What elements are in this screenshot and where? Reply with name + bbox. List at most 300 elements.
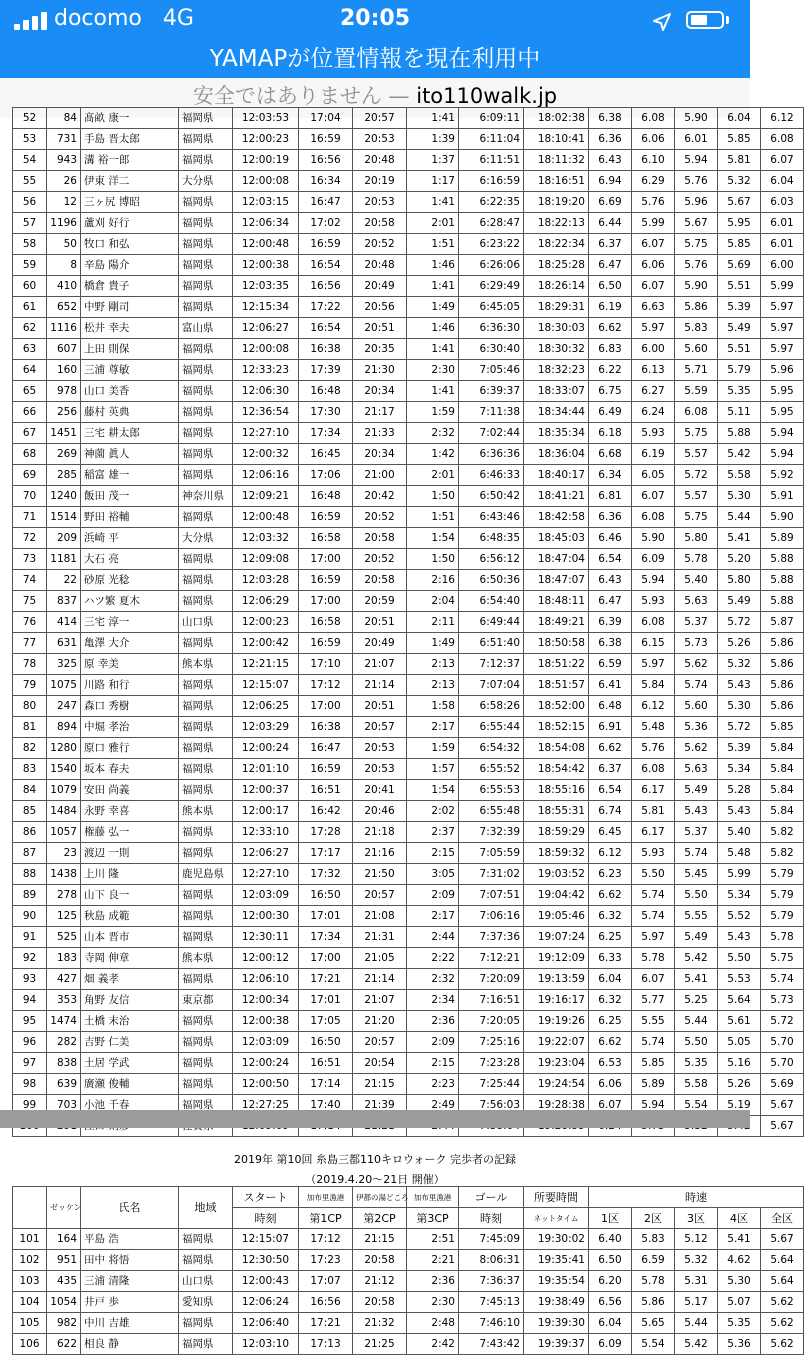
cell-cp2-time: 20:53 (353, 129, 407, 150)
cell-goal-time: 18:54:08 (524, 738, 589, 759)
cell-speed-sec4: 5.67 (718, 192, 761, 213)
cell-net-time: 7:20:09 (459, 969, 524, 990)
cell-speed-total: 6.12 (761, 108, 804, 129)
cell-net-time: 6:55:44 (459, 717, 524, 738)
cell-net-time: 7:56:03 (459, 1095, 524, 1116)
cell-net-time: 7:25:16 (459, 1032, 524, 1053)
cell-start-time: 12:06:24 (233, 1292, 299, 1313)
cell-cp1-time: 16:38 (299, 339, 353, 360)
cell-speed-total: 6.01 (761, 234, 804, 255)
cell-bib: 607 (47, 339, 81, 360)
cell-speed-total: 6.01 (761, 213, 804, 234)
cell-speed-sec2: 6.00 (632, 339, 675, 360)
header-speed: 時速 (589, 1187, 804, 1208)
cell-name: 寺岡 伸章 (81, 948, 179, 969)
network-type: 4G (162, 6, 194, 31)
cell-speed-sec3: 5.60 (675, 339, 718, 360)
cell-cp1-time: 17:34 (299, 423, 353, 444)
cell-name: 松井 幸夫 (81, 318, 179, 339)
table-row (13, 150, 804, 171)
cell-cp2-time: 20:58 (353, 213, 407, 234)
cell-speed-sec4: 5.99 (718, 864, 761, 885)
cell-goal-time: 18:47:07 (524, 570, 589, 591)
cell-cp1-time: 17:34 (299, 927, 353, 948)
cell-speed-sec1: 6.74 (589, 801, 632, 822)
cell-start-time: 12:36:54 (233, 402, 299, 423)
cell-speed-sec1: 6.32 (589, 906, 632, 927)
cell-goal-time: 18:22:13 (524, 213, 589, 234)
table-row (13, 549, 804, 570)
cell-cp3-time: 2:01 (407, 213, 459, 234)
cell-name: 牧口 和弘 (81, 234, 179, 255)
cell-speed-sec4: 5.35 (718, 1313, 761, 1334)
cell-name: 渡辺 一則 (81, 843, 179, 864)
cell-cp1-time: 16:42 (299, 801, 353, 822)
cell-speed-sec2: 5.83 (632, 1229, 675, 1250)
cell-speed-sec2: 6.17 (632, 822, 675, 843)
cell-speed-sec3: 5.75 (675, 234, 718, 255)
cell-cp3-time: 1:41 (407, 381, 459, 402)
cell-bib: 1057 (47, 822, 81, 843)
cell-start-time: 12:30:50 (233, 1250, 299, 1271)
table-row (13, 738, 804, 759)
cell-start-time: 12:03:32 (233, 528, 299, 549)
cell-cp1-time: 16:56 (299, 1292, 353, 1313)
cell-cp3-time: 2:02 (407, 801, 459, 822)
cell-speed-total: 5.72 (761, 1011, 804, 1032)
cell-speed-sec2: 6.10 (632, 150, 675, 171)
table-row (13, 570, 804, 591)
cell-net-time: 7:23:28 (459, 1053, 524, 1074)
cell-area: 福岡県 (179, 108, 233, 129)
cell-start-time: 12:00:08 (233, 339, 299, 360)
cell-bib: 639 (47, 1074, 81, 1095)
cell-name: 山本 晋市 (81, 927, 179, 948)
location-in-use-banner[interactable]: YAMAPが位置情報を現在利用中 (0, 40, 750, 78)
cell-speed-sec1: 6.43 (589, 570, 632, 591)
cell-area: 福岡県 (179, 1334, 233, 1355)
cell-bib: 282 (47, 1032, 81, 1053)
cell-cp3-time: 1:49 (407, 297, 459, 318)
cell-area: 福岡県 (179, 423, 233, 444)
cell-area: 福岡県 (179, 276, 233, 297)
cell-cp1-time: 16:56 (299, 276, 353, 297)
cell-name: 角野 友信 (81, 990, 179, 1011)
cell-speed-total: 5.84 (761, 759, 804, 780)
cell-cp1-time: 17:13 (299, 1334, 353, 1355)
cell-goal-time: 18:48:11 (524, 591, 589, 612)
cell-name: 浜崎 平 (81, 528, 179, 549)
table-row (13, 528, 804, 549)
cell-speed-total: 5.64 (761, 1250, 804, 1271)
cell-speed-sec2: 6.07 (632, 969, 675, 990)
cell-cp1-time: 16:59 (299, 507, 353, 528)
cell-goal-time: 19:28:38 (524, 1095, 589, 1116)
cell-speed-total: 5.62 (761, 1292, 804, 1313)
cell-cp1-time: 16:51 (299, 780, 353, 801)
cell-area: 福岡県 (179, 192, 233, 213)
cell-cp2-time: 20:42 (353, 486, 407, 507)
cell-net-time: 6:26:06 (459, 255, 524, 276)
cell-speed-sec4: 5.40 (718, 822, 761, 843)
table-row (13, 675, 804, 696)
cell-net-time: 6:11:04 (459, 129, 524, 150)
table-row (13, 654, 804, 675)
cell-name: 小池 千春 (81, 1095, 179, 1116)
cell-name: 田中 将悟 (81, 1250, 179, 1271)
cell-name: 藤村 英典 (81, 402, 179, 423)
table-row (13, 780, 804, 801)
cell-name: 平島 浩 (81, 1229, 179, 1250)
cell-cp3-time: 2:34 (407, 990, 459, 1011)
cell-speed-total: 5.85 (761, 717, 804, 738)
cell-cp3-time: 2:36 (407, 1271, 459, 1292)
cell-area: 富山県 (179, 318, 233, 339)
cell-goal-time: 18:16:51 (524, 171, 589, 192)
cell-speed-total: 5.89 (761, 528, 804, 549)
cell-bib: 982 (47, 1313, 81, 1334)
table-row (13, 822, 804, 843)
status-time: 20:05 (339, 6, 411, 31)
cell-start-time: 12:06:30 (233, 381, 299, 402)
cell-cp2-time: 20:49 (353, 276, 407, 297)
cell-cp1-time: 16:47 (299, 738, 353, 759)
cell-cp3-time: 1:41 (407, 276, 459, 297)
cell-cp1-time: 16:45 (299, 444, 353, 465)
cell-area: 福岡県 (179, 906, 233, 927)
cell-speed-sec2: 5.76 (632, 192, 675, 213)
cell-bib: 978 (47, 381, 81, 402)
header-sec2: 2区 (632, 1208, 675, 1229)
cell-speed-sec2: 6.08 (632, 108, 675, 129)
cell-cp1-time: 17:00 (299, 549, 353, 570)
cell-speed-sec3: 5.80 (675, 528, 718, 549)
cell-speed-sec4: 5.53 (718, 969, 761, 990)
table-row (13, 906, 804, 927)
cell-bib: 1474 (47, 1011, 81, 1032)
cell-speed-total: 5.88 (761, 549, 804, 570)
cell-start-time: 12:03:15 (233, 192, 299, 213)
cell-bib: 256 (47, 402, 81, 423)
cell-goal-time: 18:54:42 (524, 759, 589, 780)
cell-speed-sec2: 6.59 (632, 1250, 675, 1271)
cell-speed-sec3: 5.73 (675, 633, 718, 654)
cell-speed-sec2: 6.07 (632, 276, 675, 297)
cell-rank: 84 (13, 780, 47, 801)
cell-cp1-time: 17:02 (299, 213, 353, 234)
document-title: 2019年 第10回 糸島三都110キロウォーク 完歩者の記録 (233, 1153, 517, 1166)
cell-speed-total: 5.69 (761, 1074, 804, 1095)
cell-cp2-time: 21:33 (353, 423, 407, 444)
cell-speed-sec3: 5.76 (675, 171, 718, 192)
cell-cp1-time: 17:10 (299, 654, 353, 675)
cell-name: 三浦 清隆 (81, 1271, 179, 1292)
cell-cp2-time: 20:41 (353, 780, 407, 801)
cell-speed-sec4: 5.64 (718, 990, 761, 1011)
cell-bib: 1451 (47, 423, 81, 444)
cell-speed-total: 5.79 (761, 906, 804, 927)
cell-cp2-time: 21:18 (353, 822, 407, 843)
cell-bib: 427 (47, 969, 81, 990)
cell-start-time: 12:15:07 (233, 675, 299, 696)
cell-cp2-time: 20:58 (353, 1250, 407, 1271)
cell-goal-time: 18:51:22 (524, 654, 589, 675)
cell-rank: 96 (13, 1032, 47, 1053)
cell-start-time: 12:06:34 (233, 213, 299, 234)
table-row (13, 339, 804, 360)
cell-cp3-time: 2:30 (407, 1292, 459, 1313)
cell-net-time: 6:55:52 (459, 759, 524, 780)
table-row (13, 444, 804, 465)
cell-rank: 97 (13, 1053, 47, 1074)
cell-goal-time: 18:34:44 (524, 402, 589, 423)
cell-speed-sec4: 5.20 (718, 549, 761, 570)
cell-area: 福岡県 (179, 738, 233, 759)
cell-goal-time: 18:25:28 (524, 255, 589, 276)
cell-speed-sec3: 5.49 (675, 780, 718, 801)
header-area: 地域 (179, 1187, 233, 1229)
cell-net-time: 6:36:30 (459, 318, 524, 339)
cell-start-time: 12:00:23 (233, 612, 299, 633)
cell-rank: 60 (13, 276, 47, 297)
cell-speed-sec4: 5.80 (718, 570, 761, 591)
cell-speed-sec3: 5.67 (675, 213, 718, 234)
cell-speed-sec1: 6.75 (589, 381, 632, 402)
cell-name: 土橋 末治 (81, 1011, 179, 1032)
cell-speed-total: 5.94 (761, 423, 804, 444)
cell-area: 福岡県 (179, 213, 233, 234)
cell-name: 秋島 成範 (81, 906, 179, 927)
cell-speed-sec1: 6.12 (589, 843, 632, 864)
cell-bib: 1181 (47, 549, 81, 570)
cell-cp2-time: 20:57 (353, 885, 407, 906)
cell-cp1-time: 17:01 (299, 990, 353, 1011)
cell-cp3-time: 1:37 (407, 150, 459, 171)
cell-area: 熊本県 (179, 654, 233, 675)
cell-net-time: 6:16:59 (459, 171, 524, 192)
cell-bib: 209 (47, 528, 81, 549)
cell-cp2-time: 20:48 (353, 150, 407, 171)
table-row (13, 255, 804, 276)
cell-speed-total: 5.90 (761, 507, 804, 528)
cell-speed-sec4: 5.34 (718, 885, 761, 906)
cell-net-time: 6:48:35 (459, 528, 524, 549)
cell-cp3-time: 2:30 (407, 360, 459, 381)
cell-speed-sec3: 6.08 (675, 402, 718, 423)
cell-speed-total: 5.95 (761, 402, 804, 423)
cell-speed-sec3: 5.37 (675, 612, 718, 633)
cell-name: 三浦 尊敏 (81, 360, 179, 381)
cell-start-time: 12:03:10 (233, 1334, 299, 1355)
cell-net-time: 6:45:05 (459, 297, 524, 318)
cell-speed-sec3: 5.83 (675, 318, 718, 339)
cell-speed-sec4: 5.85 (718, 234, 761, 255)
cell-net-time: 7:36:37 (459, 1271, 524, 1292)
cell-start-time: 12:15:07 (233, 1229, 299, 1250)
cell-rank: 63 (13, 339, 47, 360)
cell-speed-sec3: 5.63 (675, 759, 718, 780)
cell-rank: 59 (13, 255, 47, 276)
cell-rank: 65 (13, 381, 47, 402)
cell-cp1-time: 17:21 (299, 1313, 353, 1334)
cell-net-time: 6:49:44 (459, 612, 524, 633)
cell-rank: 90 (13, 906, 47, 927)
cell-cp2-time: 21:14 (353, 675, 407, 696)
cell-net-time: 6:29:49 (459, 276, 524, 297)
cell-net-time: 6:22:35 (459, 192, 524, 213)
cell-cp1-time: 17:06 (299, 465, 353, 486)
cell-speed-total: 5.82 (761, 843, 804, 864)
cell-speed-sec2: 6.19 (632, 444, 675, 465)
cell-net-time: 6:56:12 (459, 549, 524, 570)
cell-bib: 183 (47, 948, 81, 969)
cell-cp1-time: 17:12 (299, 1229, 353, 1250)
cell-rank: 74 (13, 570, 47, 591)
cell-rank: 91 (13, 927, 47, 948)
cell-goal-time: 18:35:34 (524, 423, 589, 444)
cell-net-time: 7:20:05 (459, 1011, 524, 1032)
cell-start-time: 12:33:10 (233, 822, 299, 843)
cell-speed-total: 5.95 (761, 381, 804, 402)
cell-area: 福岡県 (179, 1095, 233, 1116)
cell-cp1-time: 16:59 (299, 234, 353, 255)
cell-speed-sec2: 6.09 (632, 549, 675, 570)
cell-goal-time: 18:52:00 (524, 696, 589, 717)
cell-speed-total: 5.79 (761, 885, 804, 906)
cell-speed-sec4: 5.85 (718, 129, 761, 150)
cell-speed-sec2: 6.24 (632, 402, 675, 423)
cell-cp2-time: 20:51 (353, 612, 407, 633)
cell-speed-sec1: 6.20 (589, 1271, 632, 1292)
cell-cp3-time: 2:48 (407, 1313, 459, 1334)
cell-speed-sec2: 6.15 (632, 633, 675, 654)
cell-speed-sec2: 6.08 (632, 507, 675, 528)
cell-speed-sec2: 5.89 (632, 1074, 675, 1095)
results-table-page-2 (12, 1186, 794, 1350)
header-cp2-label: 第2CP (353, 1208, 407, 1229)
cell-rank: 52 (13, 108, 47, 129)
cell-cp2-time: 21:39 (353, 1095, 407, 1116)
cell-speed-sec1: 6.38 (589, 108, 632, 129)
cell-speed-sec4: 5.34 (718, 759, 761, 780)
cell-speed-sec3: 5.55 (675, 906, 718, 927)
cell-speed-sec3: 5.71 (675, 360, 718, 381)
document-subtitle: （2019.4.20〜21日 開催） (305, 1173, 445, 1186)
cell-rank: 93 (13, 969, 47, 990)
cell-bib: 1484 (47, 801, 81, 822)
cell-start-time: 12:03:53 (233, 108, 299, 129)
cell-speed-sec3: 5.62 (675, 738, 718, 759)
cell-goal-time: 18:30:03 (524, 318, 589, 339)
cell-name: 上田 則保 (81, 339, 179, 360)
cell-area: 福岡県 (179, 381, 233, 402)
cell-cp3-time: 2:16 (407, 570, 459, 591)
cell-start-time: 12:06:10 (233, 969, 299, 990)
cell-bib: 731 (47, 129, 81, 150)
cell-bib: 894 (47, 717, 81, 738)
cell-start-time: 12:00:42 (233, 633, 299, 654)
cell-goal-time: 18:59:29 (524, 822, 589, 843)
cell-speed-sec1: 6.56 (589, 1292, 632, 1313)
cell-bib: 414 (47, 612, 81, 633)
cell-rank: 86 (13, 822, 47, 843)
cell-speed-sec1: 6.07 (589, 1095, 632, 1116)
cell-speed-sec4: 5.44 (718, 507, 761, 528)
cell-net-time: 6:11:51 (459, 150, 524, 171)
cell-speed-sec1: 6.19 (589, 297, 632, 318)
cell-cp3-time: 2:09 (407, 1032, 459, 1053)
cell-bib: 1240 (47, 486, 81, 507)
header-elapsed: 所要時間 (524, 1187, 589, 1208)
cell-rank: 62 (13, 318, 47, 339)
cell-area: 熊本県 (179, 948, 233, 969)
cell-rank: 53 (13, 129, 47, 150)
cell-rank: 87 (13, 843, 47, 864)
table-row (13, 1229, 804, 1250)
cell-speed-sec3: 5.43 (675, 801, 718, 822)
cell-area: 福岡県 (179, 339, 233, 360)
cell-net-time: 6:54:32 (459, 738, 524, 759)
cell-speed-sec1: 6.46 (589, 528, 632, 549)
cell-bib: 525 (47, 927, 81, 948)
cell-speed-sec3: 5.12 (675, 1229, 718, 1250)
cell-cp3-time: 2:36 (407, 1011, 459, 1032)
cell-goal-time: 18:22:34 (524, 234, 589, 255)
cell-speed-sec4: 5.30 (718, 696, 761, 717)
cell-cp2-time: 21:25 (353, 1334, 407, 1355)
cell-goal-time: 18:49:21 (524, 612, 589, 633)
cell-speed-sec3: 5.35 (675, 1053, 718, 1074)
cell-speed-sec1: 6.54 (589, 780, 632, 801)
cell-bib: 622 (47, 1334, 81, 1355)
cell-start-time: 12:06:27 (233, 843, 299, 864)
location-arrow-icon (652, 12, 672, 32)
cell-area: 福岡県 (179, 360, 233, 381)
cell-speed-total: 5.64 (761, 1271, 804, 1292)
cell-net-time: 7:43:42 (459, 1334, 524, 1355)
cell-speed-sec3: 6.01 (675, 129, 718, 150)
cell-goal-time: 19:07:24 (524, 927, 589, 948)
cell-cp3-time: 2:37 (407, 822, 459, 843)
cell-speed-sec1: 6.25 (589, 927, 632, 948)
cell-speed-sec4: 5.07 (718, 1292, 761, 1313)
cell-cp2-time: 20:34 (353, 444, 407, 465)
header-goal: ゴール (459, 1187, 524, 1208)
cell-net-time: 6:39:37 (459, 381, 524, 402)
cell-area: 福岡県 (179, 633, 233, 654)
cell-speed-sec1: 6.37 (589, 759, 632, 780)
cell-cp1-time: 17:04 (299, 108, 353, 129)
cell-speed-total: 5.88 (761, 591, 804, 612)
cell-rank: 77 (13, 633, 47, 654)
cell-cp3-time: 1:50 (407, 486, 459, 507)
cell-name: 三ヶ尻 博昭 (81, 192, 179, 213)
cell-area: 福岡県 (179, 1011, 233, 1032)
cell-cp3-time: 2:17 (407, 906, 459, 927)
cell-goal-time: 18:30:32 (524, 339, 589, 360)
cell-speed-total: 6.03 (761, 192, 804, 213)
cell-speed-sec2: 6.08 (632, 759, 675, 780)
cell-cp1-time: 17:40 (299, 1095, 353, 1116)
cell-cp1-time: 16:56 (299, 150, 353, 171)
cell-speed-sec3: 5.50 (675, 885, 718, 906)
cell-net-time: 8:06:31 (459, 1250, 524, 1271)
cell-speed-total: 5.70 (761, 1053, 804, 1074)
cell-name: 中川 吉雄 (81, 1313, 179, 1334)
header-cp1: 加布里漁港 (299, 1187, 353, 1208)
cell-speed-sec1: 6.50 (589, 276, 632, 297)
cell-cp3-time: 2:17 (407, 717, 459, 738)
